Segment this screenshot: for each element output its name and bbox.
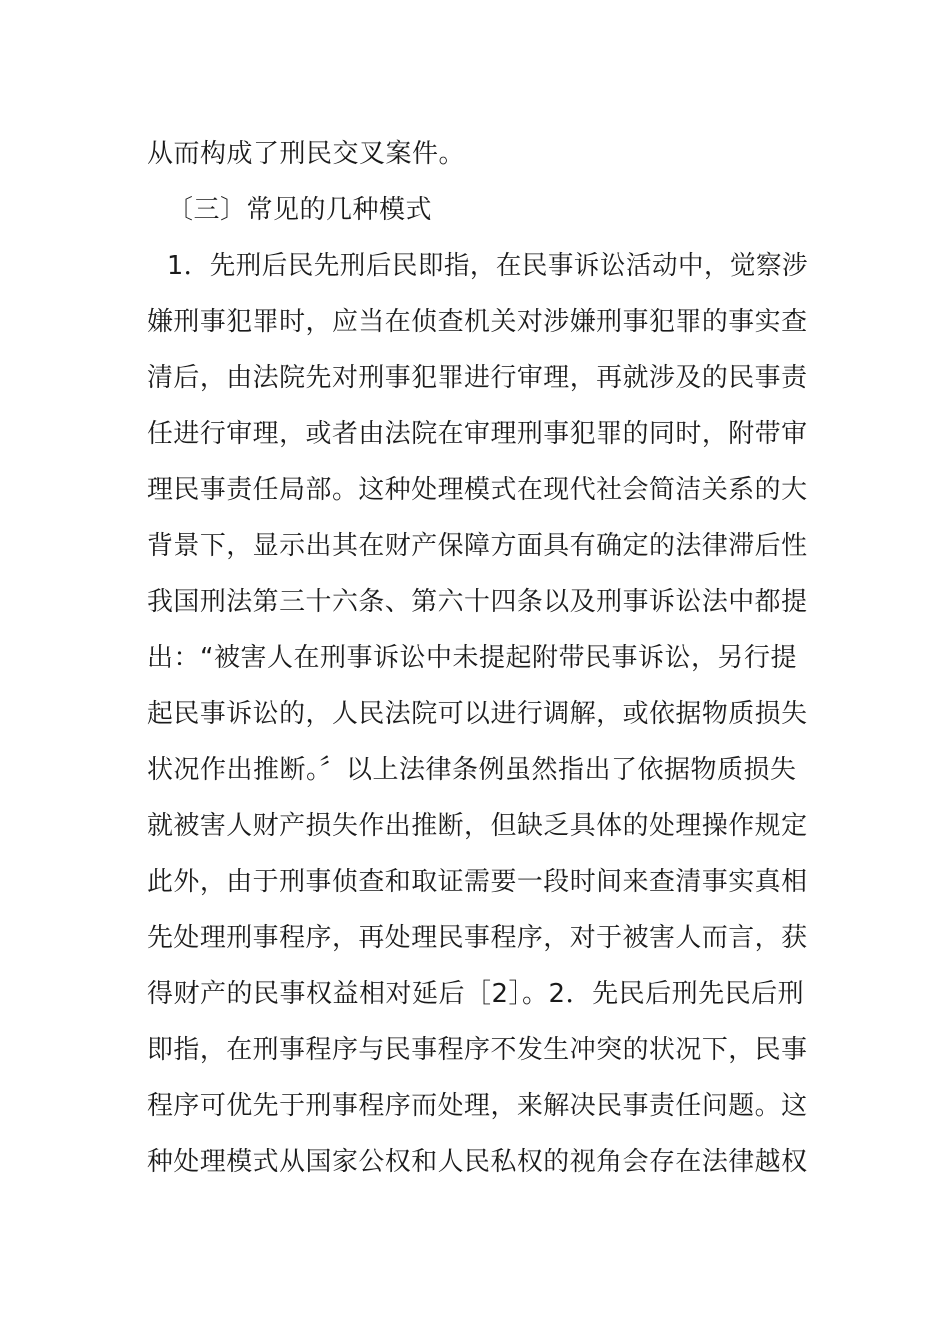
text-line-6: 任进行审理，或者由法院在审理刑事犯罪的同时，附带审 — [147, 419, 808, 449]
text-line-17: 即指，在刑事程序与民事程序不发生冲突的状况下，民事 — [147, 1035, 808, 1065]
text-line-5: 清后，由法院先对刑事犯罪进行审理，再就涉及的民事责 — [147, 363, 808, 393]
text-line-19: 种处理模式从国家公权和人民私权的视角会存在法律越权 — [147, 1147, 808, 1177]
text-line-18: 程序可优先于刑事程序而处理，来解决民事责任问题。这 — [147, 1091, 808, 1121]
text-line-9: 我国刑法第三十六条、第六十四条以及刑事诉讼法中都提 — [147, 587, 808, 617]
text-line-15: 先处理刑事程序，再处理民事程序，对于被害人而言，获 — [147, 923, 808, 953]
text-line-3: 1．先刑后民先刑后民即指，在民事诉讼活动中，觉察涉 — [167, 251, 809, 281]
text-line-4: 嫌刑事犯罪时，应当在侦查机关对涉嫌刑事犯罪的事实查 — [147, 307, 808, 337]
text-line-8: 背景下，显示出其在财产保障方面具有确定的法律滞后性 — [147, 531, 808, 561]
text-line-16: 得财产的民事权益相对延后［2］。2．先民后刑先民后刑 — [147, 979, 805, 1009]
text-line-7: 理民事责任局部。这种处理模式在现代社会简洁关系的大 — [147, 475, 808, 505]
text-line-10: 出：“被害人在刑事诉讼中未提起附带民事诉讼，另行提 — [147, 643, 797, 673]
text-line-14: 此外，由于刑事侦查和取证需要一段时间来查清事实真相 — [147, 867, 808, 897]
text-line-1: 从而构成了刑民交叉案件。 — [147, 139, 466, 169]
text-line-11: 起民事诉讼的，人民法院可以进行调解，或依据物质损失 — [147, 699, 808, 729]
text-line-12: 状况作出推断。〞以上法律条例虽然指出了依据物质损失 — [147, 755, 797, 785]
section-heading: 〔三〕常见的几种模式 — [167, 195, 433, 225]
text-line-13: 就被害人财产损失作出推断，但缺乏具体的处理操作规定 — [147, 811, 808, 841]
